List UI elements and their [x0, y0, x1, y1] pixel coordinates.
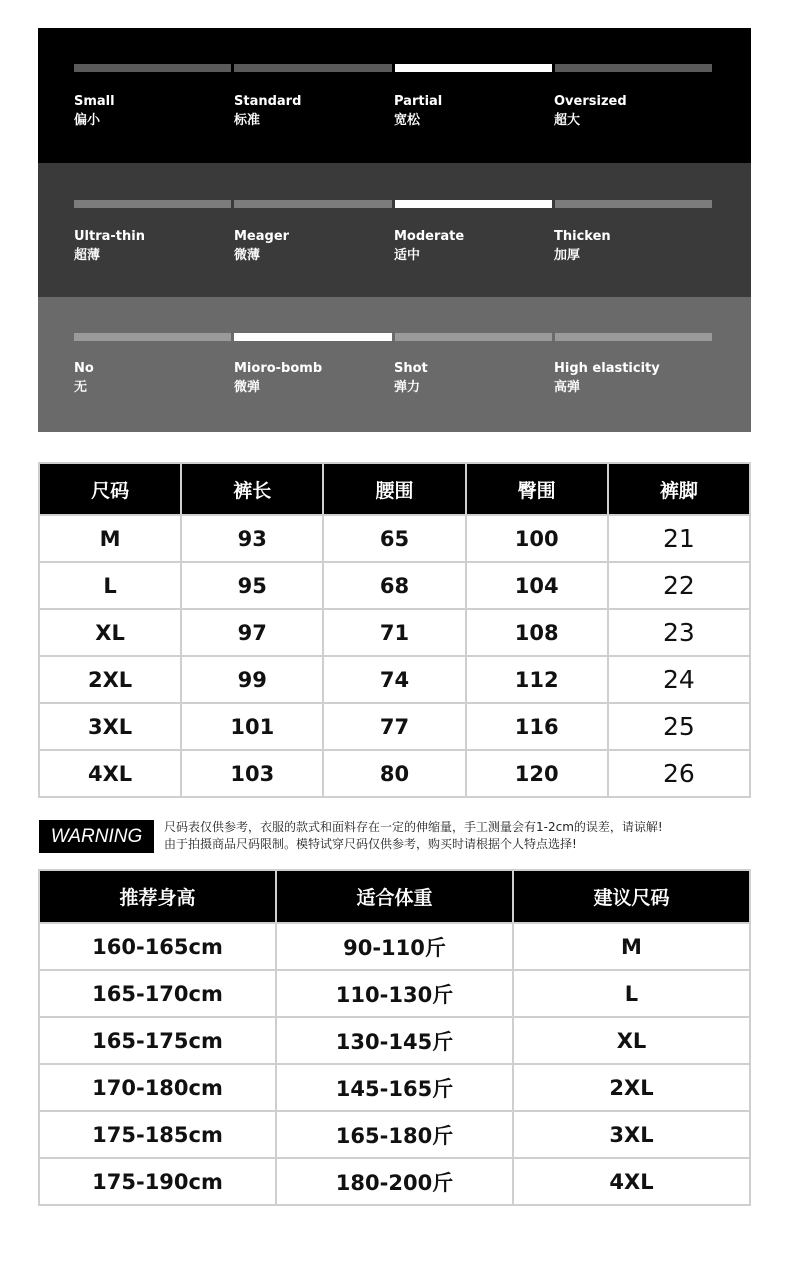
- cell-weight: 130-145斤: [276, 1017, 513, 1064]
- header-size: 尺码: [39, 463, 181, 515]
- cell-length: 103: [181, 750, 323, 797]
- cell-suggested-size: M: [513, 923, 750, 970]
- label-en: Meager: [234, 229, 290, 244]
- scale-segment-thicken: [555, 200, 712, 208]
- cell-hip: 100: [466, 515, 608, 562]
- elasticity-scale-labels: [74, 359, 714, 397]
- fit-scale-labels: [74, 92, 714, 130]
- cell-height: 170-180cm: [39, 1064, 276, 1111]
- label-en: Oversized: [554, 94, 627, 109]
- header-length: 裤长: [181, 463, 323, 515]
- scale-label: [74, 359, 234, 397]
- label-zh: 超薄: [74, 248, 101, 263]
- cell-size: 4XL: [39, 750, 181, 797]
- table-header-row: [39, 870, 750, 923]
- cell-weight: 90-110斤: [276, 923, 513, 970]
- fit-panel: [38, 28, 751, 163]
- cell-length: 95: [181, 562, 323, 609]
- label-en: No: [74, 361, 94, 376]
- scale-segment-oversized: [555, 64, 712, 72]
- scale-label: [554, 359, 714, 397]
- scale-segment-ultra-thin: [74, 200, 231, 208]
- scale-segment-partial: [395, 64, 552, 72]
- cell-length: 99: [181, 656, 323, 703]
- scale-label: [74, 227, 234, 265]
- label-zh: 微薄: [234, 248, 261, 263]
- table-row: [39, 656, 750, 703]
- table-row: [39, 562, 750, 609]
- cell-hip: 108: [466, 609, 608, 656]
- table-row: [39, 515, 750, 562]
- cell-length: 97: [181, 609, 323, 656]
- cell-waist: 71: [323, 609, 465, 656]
- header-waist: 腰围: [323, 463, 465, 515]
- cell-hip: 104: [466, 562, 608, 609]
- warning-line: 由于拍摄商品尺码限制。模特试穿尺码仅供参考，购买时请根据个人特点选择!: [164, 837, 577, 851]
- scale-segment-moderate: [395, 200, 552, 208]
- cell-suggested-size: L: [513, 970, 750, 1017]
- cell-weight: 110-130斤: [276, 970, 513, 1017]
- scale-segment-high-elasticity: [555, 333, 712, 341]
- scale-segment-meager: [234, 200, 391, 208]
- table-row: [39, 1064, 750, 1111]
- scale-label: [394, 92, 554, 130]
- cell-height: 175-190cm: [39, 1158, 276, 1205]
- scale-label: [234, 227, 394, 265]
- label-zh: 适中: [394, 248, 421, 263]
- cell-leg-opening: 23: [608, 609, 750, 656]
- header-hip: 臀围: [466, 463, 608, 515]
- elasticity-panel: [38, 297, 751, 432]
- cell-height: 175-185cm: [39, 1111, 276, 1158]
- scale-label: [234, 359, 394, 397]
- label-en: Mioro-bomb: [234, 361, 323, 376]
- label-en: Shot: [394, 361, 428, 376]
- fit-scale-bar: [74, 64, 712, 72]
- warning-badge: WARNING: [39, 820, 154, 853]
- table-header-row: [39, 463, 750, 515]
- label-zh: 加厚: [554, 248, 581, 263]
- table-row: [39, 1158, 750, 1205]
- scale-label: [234, 92, 394, 130]
- cell-waist: 68: [323, 562, 465, 609]
- label-en: Small: [74, 94, 115, 109]
- label-en: Moderate: [394, 229, 465, 244]
- label-en: High elasticity: [554, 361, 660, 376]
- cell-leg-opening: 25: [608, 703, 750, 750]
- label-en: Standard: [234, 94, 302, 109]
- label-zh: 弹力: [394, 380, 421, 395]
- cell-leg-opening: 26: [608, 750, 750, 797]
- table-row: [39, 609, 750, 656]
- table-row: [39, 1017, 750, 1064]
- cell-weight: 165-180斤: [276, 1111, 513, 1158]
- label-en: Partial: [394, 94, 443, 109]
- cell-hip: 120: [466, 750, 608, 797]
- cell-size: 3XL: [39, 703, 181, 750]
- cell-leg-opening: 21: [608, 515, 750, 562]
- table-row: [39, 970, 750, 1017]
- cell-leg-opening: 22: [608, 562, 750, 609]
- cell-height: 160-165cm: [39, 923, 276, 970]
- cell-suggested-size: XL: [513, 1017, 750, 1064]
- header-weight: 适合体重: [276, 870, 513, 923]
- cell-leg-opening: 24: [608, 656, 750, 703]
- label-zh: 无: [74, 380, 88, 395]
- scale-label: [554, 227, 714, 265]
- label-zh: 宽松: [394, 113, 421, 128]
- thickness-scale-bar: [74, 200, 712, 208]
- scale-label: [394, 359, 554, 397]
- cell-weight: 180-200斤: [276, 1158, 513, 1205]
- size-recommendation-table: [38, 869, 751, 1206]
- cell-size: XL: [39, 609, 181, 656]
- size-chart-table: [38, 462, 751, 798]
- table-row: [39, 1111, 750, 1158]
- cell-length: 93: [181, 515, 323, 562]
- scale-segment-standard: [234, 64, 391, 72]
- cell-hip: 112: [466, 656, 608, 703]
- cell-height: 165-170cm: [39, 970, 276, 1017]
- cell-height: 165-175cm: [39, 1017, 276, 1064]
- cell-waist: 77: [323, 703, 465, 750]
- label-en: Ultra-thin: [74, 229, 145, 244]
- cell-waist: 65: [323, 515, 465, 562]
- scale-segment-shot: [395, 333, 552, 341]
- header-height: 推荐身高: [39, 870, 276, 923]
- scale-label: [554, 92, 714, 130]
- table-row: [39, 750, 750, 797]
- cell-length: 101: [181, 703, 323, 750]
- cell-suggested-size: 2XL: [513, 1064, 750, 1111]
- cell-size: M: [39, 515, 181, 562]
- label-zh: 偏小: [74, 113, 101, 128]
- table-row: [39, 923, 750, 970]
- header-leg-opening: 裤脚: [608, 463, 750, 515]
- cell-suggested-size: 3XL: [513, 1111, 750, 1158]
- scale-segment-no: [74, 333, 231, 341]
- thickness-scale-labels: [74, 227, 714, 265]
- scale-segment-small: [74, 64, 231, 72]
- cell-waist: 80: [323, 750, 465, 797]
- table-row: [39, 703, 750, 750]
- cell-size: L: [39, 562, 181, 609]
- scale-label: [74, 92, 234, 130]
- cell-suggested-size: 4XL: [513, 1158, 750, 1205]
- label-zh: 微弹: [234, 380, 261, 395]
- cell-waist: 74: [323, 656, 465, 703]
- thickness-panel: [38, 163, 751, 297]
- header-suggested-size: 建议尺码: [513, 870, 750, 923]
- label-zh: 高弹: [554, 380, 581, 395]
- cell-weight: 145-165斤: [276, 1064, 513, 1111]
- label-zh: 标准: [234, 113, 261, 128]
- scale-segment-mioro-bomb: [234, 333, 391, 341]
- elasticity-scale-bar: [74, 333, 712, 341]
- warning-line: 尺码表仅供参考，衣服的款式和面料存在一定的伸缩量，手工测量会有1-2cm的误差，请谅解!: [164, 820, 663, 834]
- scale-label: [394, 227, 554, 265]
- label-en: Thicken: [554, 229, 611, 244]
- cell-size: 2XL: [39, 656, 181, 703]
- warning-text: [164, 819, 754, 853]
- cell-hip: 116: [466, 703, 608, 750]
- label-zh: 超大: [554, 113, 581, 128]
